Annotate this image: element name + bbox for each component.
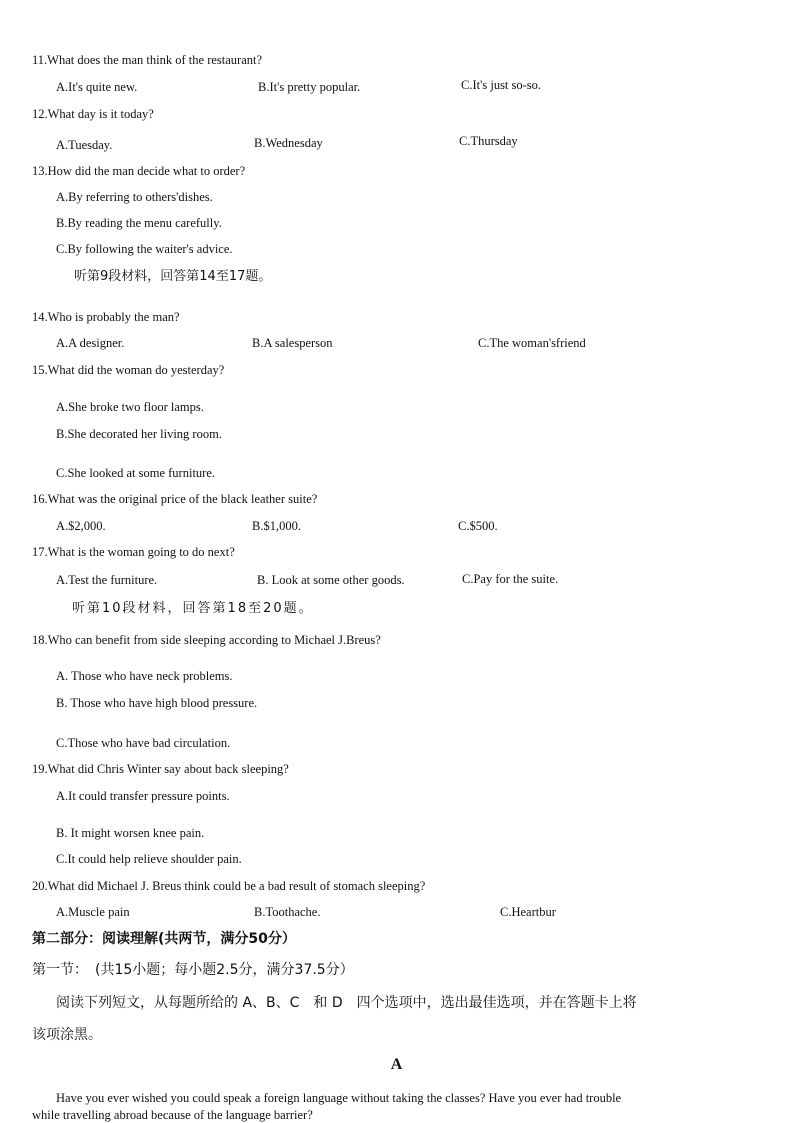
question-17-option-c: C.Pay for the suite. xyxy=(462,572,559,586)
question-14-option-c: C.The woman'sfriend xyxy=(478,336,586,350)
question-12-option-c: C.Thursday xyxy=(459,134,518,148)
question-14-option-a: A.A designer. xyxy=(56,336,125,350)
question-19-option-a: A.It could transfer pressure points. xyxy=(56,789,230,803)
question-19-option-b: B. It might worsen knee pain. xyxy=(56,826,205,840)
question-16-stem: 16.What was the original price of the black leather suite? xyxy=(32,492,318,506)
question-15-stem: 15.What did the woman do yesterday? xyxy=(32,363,225,377)
question-12-stem: 12.What day is it today? xyxy=(32,107,154,121)
question-20-option-c: C.Heartbur xyxy=(500,905,556,919)
section1-heading: 第一节： (共15小题；每小题2.5分，满分37.5分） xyxy=(32,962,354,978)
passage-label: A xyxy=(390,1056,403,1073)
question-13-option-a: A.By referring to others'dishes. xyxy=(56,190,213,204)
question-11-option-b: B.It's pretty popular. xyxy=(258,80,361,94)
question-16-option-c: C.$500. xyxy=(458,519,498,533)
passage-line1: Have you ever wished you could speak a foreign language without taking the classes? Have you ever had trouble xyxy=(56,1091,622,1105)
question-12-option-a: A.Tuesday. xyxy=(56,138,113,152)
part2-title: 第二部分：阅读理解(共两节，满分50分） xyxy=(32,931,296,947)
question-20-stem: 20.What did Michael J. Breus think could be a bad result of stomach sleeping? xyxy=(32,879,426,893)
question-15-option-b: B.She decorated her living room. xyxy=(56,427,222,441)
question-20-option-b: B.Toothache. xyxy=(254,905,321,919)
question-19-option-c: C.It could help relieve shoulder pain. xyxy=(56,852,242,866)
question-11-stem: 11.What does the man think of the restaurant? xyxy=(32,53,263,67)
question-17-stem: 17.What is the woman going to do next? xyxy=(32,545,235,559)
question-19-stem: 19.What did Chris Winter say about back sleeping? xyxy=(32,762,289,776)
question-15-option-a: A.She broke two floor lamps. xyxy=(56,400,204,414)
question-11-option-c: C.It's just so-so. xyxy=(461,78,542,92)
question-13-option-b: B.By reading the menu carefully. xyxy=(56,216,222,230)
question-18-option-c: C.Those who have bad circulation. xyxy=(56,736,231,750)
reading-instruction-line1: 阅读下列短文，从每题所给的 A、B、C 和 D 四个选项中，选出最佳选项，并在答题卡上将 xyxy=(56,995,637,1011)
listening-instruction-seg10: 听第10段材料，回答第18至20题。 xyxy=(72,601,314,616)
listening-instruction-seg9: 听第9段材料，回答第14至17题。 xyxy=(74,269,272,284)
question-16-option-a: A.$2,000. xyxy=(56,519,106,533)
question-18-option-b: B. Those who have high blood pressure. xyxy=(56,696,258,710)
question-13-option-c: C.By following the waiter's advice. xyxy=(56,242,233,256)
question-12-option-b: B.Wednesday xyxy=(254,136,323,150)
question-17-option-b: B. Look at some other goods. xyxy=(257,573,405,587)
question-15-option-c: C.She looked at some furniture. xyxy=(56,466,215,480)
question-16-option-b: B.$1,000. xyxy=(252,519,301,533)
passage-line2: while travelling abroad because of the language barrier? xyxy=(32,1108,313,1122)
question-13-stem: 13.How did the man decide what to order? xyxy=(32,164,246,178)
question-18-option-a: A. Those who have neck problems. xyxy=(56,669,233,683)
question-14-stem: 14.Who is probably the man? xyxy=(32,310,180,324)
question-18-stem: 18.Who can benefit from side sleeping according to Michael J.Breus? xyxy=(32,633,381,647)
question-14-option-b: B.A salesperson xyxy=(252,336,333,350)
question-11-option-a: A.It's quite new. xyxy=(56,80,138,94)
question-17-option-a: A.Test the furniture. xyxy=(56,573,158,587)
reading-instruction-line2: 该项涂黑。 xyxy=(32,1027,102,1043)
question-20-option-a: A.Muscle pain xyxy=(56,905,130,919)
